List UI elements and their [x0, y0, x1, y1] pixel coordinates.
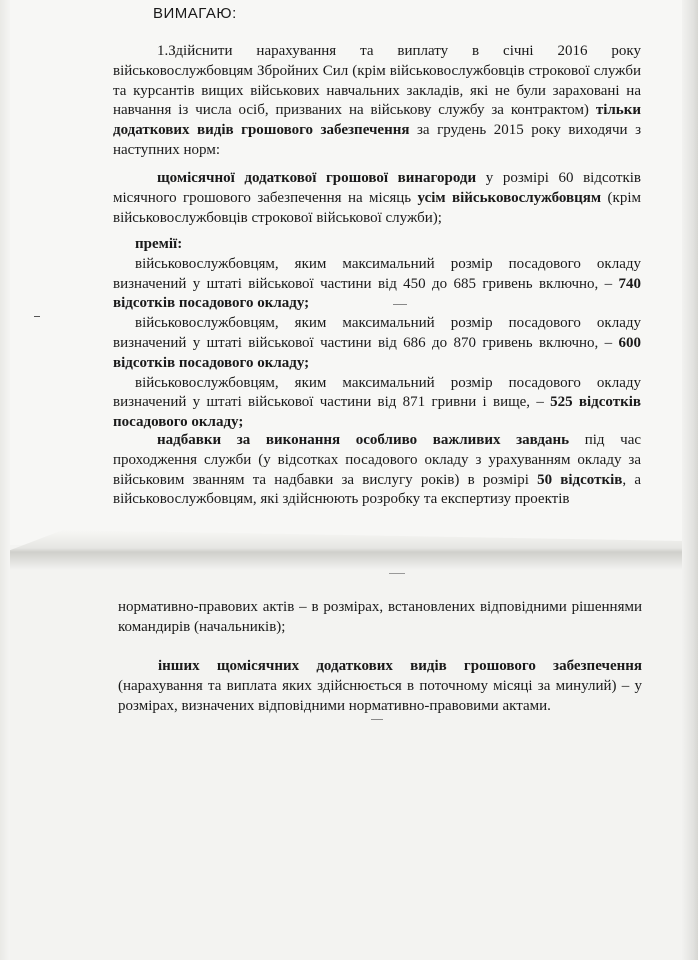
right-paper-edge: [682, 0, 698, 960]
scan-speck: [393, 304, 407, 305]
scan-speck: [389, 573, 405, 574]
paragraph-1: 1.Здійснити нарахування та виплату в січні 2016 року військовослужбовцям Збройних Сил (крім військовослужбовців строкової служби та курсантів вищих військових навчальних закладів, які не були зараховані на навчання із числа осіб, призваних на військову службу за контрактом) тільки додаткових видів грошового забезпечення за грудень 2015 року виходячи з наступних норм:: [113, 43, 641, 158]
scan-speck: [34, 316, 40, 317]
bonus-item-3: військовослужбовцям, яким максимальний розмір посадового окладу визначений у штаті військової частини від 871 гривни і вище, – 525 відсотків посадового окладу;: [113, 374, 641, 431]
bonus-item-2: військовослужбовцям, яким максимальний розмір посадового окладу визначений у штаті військової частини від 686 до 870 гривень включно, – 600 відсотків посадового окладу;: [113, 315, 641, 371]
paragraph-allowance: надбавки за виконання особливо важливих завдань під час проходження служби (у відсотках посадового окладу з урахуванням окладу за військовим званням та надбавки за вислугу років) в розмірі 50 відсотків, а військовослужбовцям, які здійснюють розробку та експертизу проектів: [113, 432, 642, 508]
left-paper-edge: [0, 0, 10, 960]
bonus-item-1: військовослужбовцям, яким максимальний розмір посадового окладу визначений у штаті військової частини від 450 до 685 гривень включно, – 740 відсотків посадового окладу;: [113, 255, 641, 312]
demand-heading: ВИМАГАЮ:: [153, 5, 237, 22]
paragraph-other-payments: інших щомісячних додаткових видів грошового забезпечення (нарахування та виплата яких здійснюється в поточному місяці за минулий) – у розмірах, визначених відповідними нормативно-правовими актами.: [118, 658, 642, 714]
paragraph-bonuses: [113, 235, 641, 433]
scan-speck: [371, 719, 383, 720]
paragraph-monthly-reward: щомісячної додаткової грошової винагороди у розмірі 60 відсотків місячного грошового забезпечення на місяць усім військовослужбовцям (крім військовослужбовців строкової військової служби);: [113, 170, 641, 226]
bonuses-title: премії:: [135, 236, 183, 252]
paragraph-continuation: нормативно-правових актів – в розмірах, встановлених відповідними рішеннями командирів (начальників);: [118, 599, 642, 635]
